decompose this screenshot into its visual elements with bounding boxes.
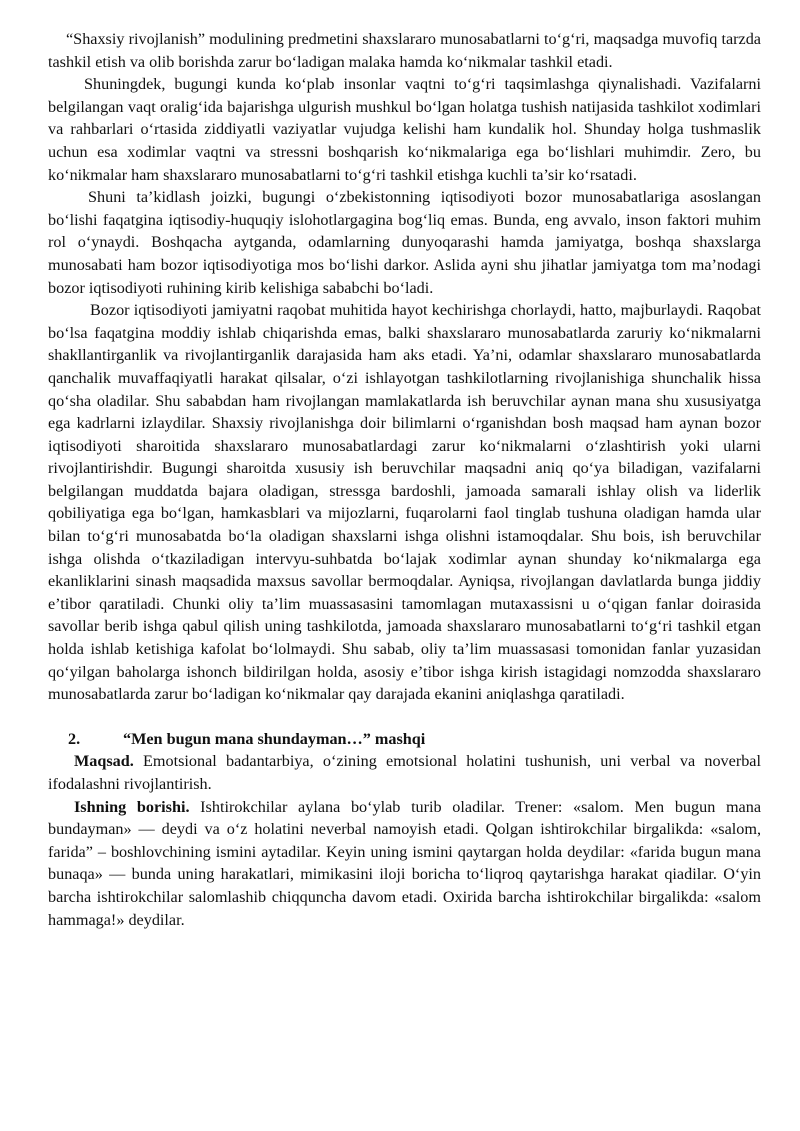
exercise-heading [48,728,761,751]
procedure-text: Ishtirokchilar aylana bo‘ylab turib oladilar. Trener: «salom. Men bugun mana bundayman» — deydi va o‘z holatini neverbal namoyish etadi. Qolgan ishtirokchilar birgalikda: «salom, farida” – boshlovchining ismini aytadilar. Keyin uning ismini qaytargan holda deydilar: «farida bugun mana bunaqa» — bunda uning harakatlari, mimikasini iloji boricha to‘liqroq qaytarishga harakat qiadilar. O‘yin barcha ishtirokchilar salomlashib chiqquncha davom etadi. Oxirida barcha ishtirokchilar birgalikda: «salom hammaga!» deydilar. [48,797,762,929]
document-page [48,28,761,931]
intro-paragraph: “Shaxsiy rivojlanish” modulining predmetini shaxslararo munosabatlarni to‘g‘ri, maqsadga muvofiq tarzda tashkil etish va olib borishda zarur bo‘ladigan malaka hamda ko‘nikmalar tashkil etadi. [48,30,761,71]
exercise-title: “Men bugun mana shundayman…” mashqi [123,729,426,748]
procedure-label: Ishning borishi. [74,797,190,816]
goal-text: Emotsional badantarbiya, o‘zining emotsional holatini tushunish, uni verbal va noverbal ifodalashni rivojlantirish. [48,752,761,793]
exercise-number: 2. [68,729,81,748]
exercise-procedure [48,796,761,932]
time-management-paragraph: Shuningdek, bugungi kunda ko‘plab insonlar vaqtni to‘g‘ri taqsimlashga qiynalishadi. Vazifalarni belgilangan vaqt oralig‘ida bajarishga ulgurish mushkul bo‘lgan holatga tushish natijasida tashkilot xodimlari va rahbarlari o‘rtasida ziddiyatli vaziyatlar vujudga kelishi ham kundalik hol. Shunday holga tushmaslik uchun esa xodimlar vaqtni va stressni boshqarish ko‘nikmalariga ega bo‘lishlari muhimdir. Zero, bu ko‘nikmalar ham shaxslararo munosabatlarni to‘g‘ri tashkil etishga kuchli ta’sir ko‘rsatadi. [48,75,761,184]
goal-label: Maqsad. [74,752,134,771]
exercise-goal [48,750,761,795]
market-economy-paragraph: Shuni ta’kidlash joizki, bugungi o‘zbekistonning iqtisodiyoti bozor munosabatlariga asoslangan bo‘lishi faqatgina iqtisodiy-huquqiy islohotlargagina bog‘liq emas. Bunda, eng avvalo, inson faktori muhim rol o‘ynaydi. Boshqacha aytganda, odamlarning dunyoqarashi hamda jamiyatga, boshqa shaxslarga munosabati ham bozor iqtisodiyotiga mos bo‘lishi darkor. Aslida ayni shu jihatlar jamiyatga tom ma’nodagi bozor iqtisodiyoti ruhining kirib kelishiga sababchi bo‘ladi. [48,188,761,297]
competition-paragraph: Bozor iqtisodiyoti jamiyatni raqobat muhitida hayot kechirishga chorlaydi, hatto, majburlaydi. Raqobat bo‘lsa faqatgina moddiy ishlab chiqarishda emas, balki shaxslararo munosabatlarda zaruriy ko‘nikmalarni shakllantirganlik va rivojlantirganlik darajasida ham aks etadi. Ya’ni, odamlar shaxslararo munosabatlarda qanchalik muvaffaqiyatli harakat qilsalar, o‘zi ishlayotgan tashkilotlarning rivojlanishiga shunchalik hissa qo‘sha oladilar. Shu sababdan ham rivojlangan mamlakatlarda ish beruvchilar aynan mana shu xususiyatga ega kadrlarni izlaydilar. Shaxsiy rivojlanishga doir bilimlarni o‘rganishdan bosh maqsad ham aynan bozor iqtisodiyoti sharoitida shaxslararo munosabatlardagi zarur ko‘nikmalarni o‘zlashtirish yoki ularni rivojlantirishdir. Bugungi sharoitda xususiy ish beruvchilar maqsadni aniq qo‘ya biladigan, vazifalarni belgilangan muddatda bajara oladigan, stressga bardoshli, jamoada samarali ishlay olish va liderlik qobiliyatiga ega bo‘lgan, hamkasblari va mijozlarni, fuqarolarni faol tinglab tushuna oladigan hamda ular bilan to‘g‘ri munosabatda bo‘la oladigan shaxslarni ishga olishni istamoqdalar. Shu bois, ish beruvchilar ishga olishda o‘tkaziladigan intervyu-suhbatda bo‘lajak xodimlar aynan shunday ko‘nikmalarga ega ekanliklarini sinash maqsadida maxsus savollar bermoqdalar. Ayniqsa, rivojlangan davlatlarda bunga jiddiy e’tibor qaratiladi. Chunki oliy ta’lim muassasasini tamomlagan mutaxassisni u o‘qigan fanlar doirasida savollar berib ishga qabul qilish uning tashkilotda, jamoada shaxslararo munosabatlarni to‘g‘ri tashkil etgan holda ishlab ketishiga kafolat bo‘lolmaydi. Shu sabab, oliy ta’lim muassasasi tomonidan fanlar yuzasidan qo‘yilgan baholarga ishonch bildirilgan holda, asosiy e’tibor ishga kirish istagidagi nomzodda shaxslararo munosabatlarda zarur bo‘ladigan ko‘nikmalar qay darajada ekanini aniqlashga qaratiladi. [48,301,761,704]
